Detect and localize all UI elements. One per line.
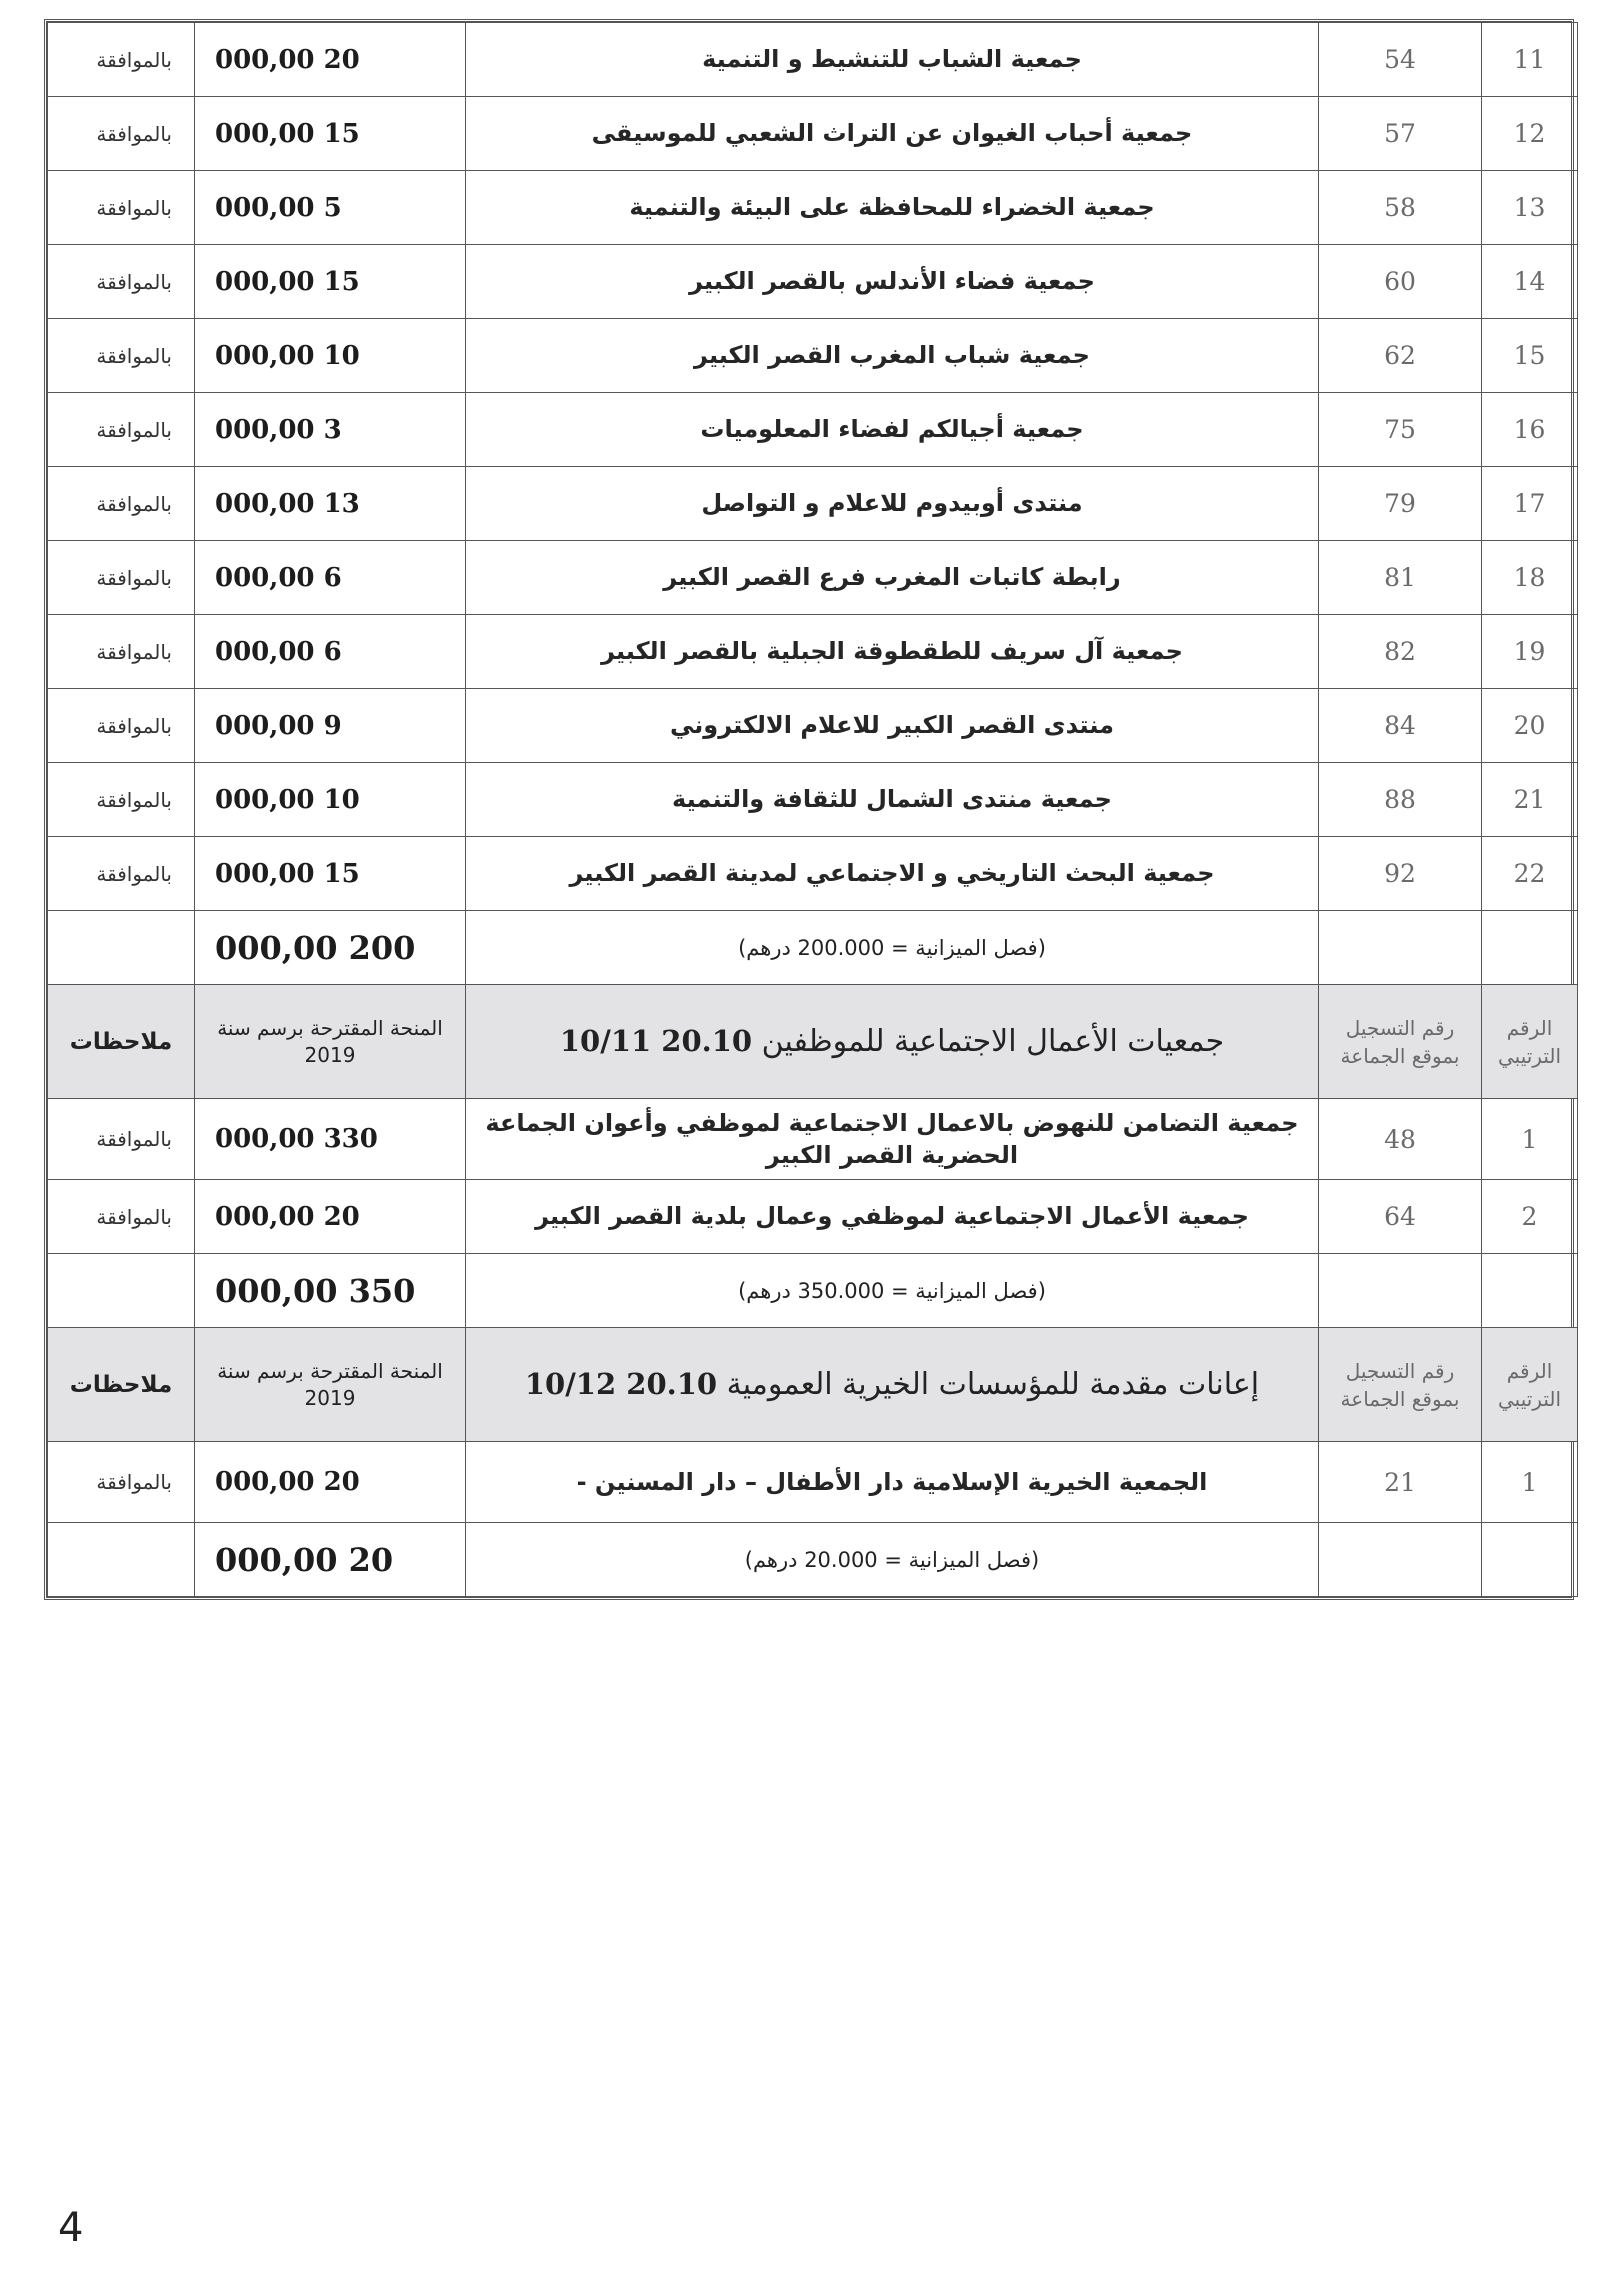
- total-row: [48, 1523, 1578, 1597]
- budget-table-sheet: [44, 19, 1574, 1600]
- reg-cell: 81: [1319, 541, 1482, 615]
- section-header: [48, 1328, 1578, 1442]
- reg-cell: 62: [1319, 319, 1482, 393]
- reg-cell: 54: [1319, 23, 1482, 97]
- total-row: [48, 911, 1578, 985]
- table-row: [48, 1099, 1578, 1180]
- association-name: جمعية البحث التاريخي و الاجتماعي لمدينة القصر الكبير: [466, 837, 1319, 911]
- col-reg-header: رقم التسجيل بموقع الجماعة: [1319, 985, 1482, 1099]
- total-row: [48, 1254, 1578, 1328]
- reg-cell: 60: [1319, 245, 1482, 319]
- association-name: جمعية الأعمال الاجتماعية لموظفي وعمال بلدية القصر الكبير: [466, 1180, 1319, 1254]
- grant-amount: 15 000,00: [195, 97, 466, 171]
- association-name: جمعية التضامن للنهوض بالاعمال الاجتماعية لموظفي وأعوان الجماعة الحضرية القصر الكبير: [466, 1099, 1319, 1180]
- note-cell: بالموافقة: [48, 23, 195, 97]
- total-amount: 200 000,00: [195, 911, 466, 985]
- reg-cell: 88: [1319, 763, 1482, 837]
- seq-cell: 17: [1482, 467, 1578, 541]
- grant-amount: 20 000,00: [195, 1442, 466, 1523]
- section-title-text: جمعيات الأعمال الاجتماعية للموظفين: [761, 1024, 1225, 1059]
- table-row: [48, 1180, 1578, 1254]
- note-cell: بالموافقة: [48, 467, 195, 541]
- seq-cell: 12: [1482, 97, 1578, 171]
- grant-amount: 15 000,00: [195, 245, 466, 319]
- association-name: جمعية أحباب الغيوان عن التراث الشعبي للموسيقى: [466, 97, 1319, 171]
- section-header: [48, 985, 1578, 1099]
- note-cell: بالموافقة: [48, 393, 195, 467]
- page-number: 4: [58, 2205, 84, 2251]
- association-name: جمعية أجيالكم لفضاء المعلوميات: [466, 393, 1319, 467]
- grant-amount: 20 000,00: [195, 23, 466, 97]
- seq-cell: 16: [1482, 393, 1578, 467]
- note-cell: بالموافقة: [48, 689, 195, 763]
- total-amount: 20 000,00: [195, 1523, 466, 1597]
- seq-cell: 1: [1482, 1099, 1578, 1180]
- empty-cell: [1482, 1254, 1578, 1328]
- empty-cell: [48, 1523, 195, 1597]
- table-row: [48, 689, 1578, 763]
- section-title: [466, 985, 1319, 1099]
- grant-amount: 330 000,00: [195, 1099, 466, 1180]
- note-cell: بالموافقة: [48, 171, 195, 245]
- seq-cell: 20: [1482, 689, 1578, 763]
- empty-cell: [1319, 1523, 1482, 1597]
- note-cell: بالموافقة: [48, 1180, 195, 1254]
- grant-amount: 6 000,00: [195, 615, 466, 689]
- empty-cell: [48, 911, 195, 985]
- association-name: جمعية الشباب للتنشيط و التنمية: [466, 23, 1319, 97]
- seq-cell: 13: [1482, 171, 1578, 245]
- budget-chapter-label: (فصل الميزانية = 350.000 درهم): [466, 1254, 1319, 1328]
- grant-amount: 6 000,00: [195, 541, 466, 615]
- seq-cell: 21: [1482, 763, 1578, 837]
- reg-cell: 57: [1319, 97, 1482, 171]
- reg-cell: 75: [1319, 393, 1482, 467]
- association-name: جمعية شباب المغرب القصر الكبير: [466, 319, 1319, 393]
- seq-cell: 19: [1482, 615, 1578, 689]
- empty-cell: [1482, 1523, 1578, 1597]
- note-cell: بالموافقة: [48, 1442, 195, 1523]
- reg-cell: 64: [1319, 1180, 1482, 1254]
- association-name: جمعية الخضراء للمحافظة على البيئة والتنمية: [466, 171, 1319, 245]
- budget-chapter-label: (فصل الميزانية = 20.000 درهم): [466, 1523, 1319, 1597]
- reg-cell: 48: [1319, 1099, 1482, 1180]
- table-row: [48, 763, 1578, 837]
- grant-amount: 10 000,00: [195, 763, 466, 837]
- col-seq-header: الرقم الترتيبي: [1482, 985, 1578, 1099]
- col-reg-header: رقم التسجيل بموقع الجماعة: [1319, 1328, 1482, 1442]
- association-name: منتدى أوبيدوم للاعلام و التواصل: [466, 467, 1319, 541]
- col-grant-header: المنحة المقترحة برسم سنة 2019: [195, 1328, 466, 1442]
- grant-amount: 15 000,00: [195, 837, 466, 911]
- total-amount: 350 000,00: [195, 1254, 466, 1328]
- col-seq-header: الرقم الترتيبي: [1482, 1328, 1578, 1442]
- col-note-header: ملاحظات: [48, 1328, 195, 1442]
- seq-cell: 11: [1482, 23, 1578, 97]
- grant-amount: 13 000,00: [195, 467, 466, 541]
- association-name: منتدى القصر الكبير للاعلام الالكتروني: [466, 689, 1319, 763]
- section-title: [466, 1328, 1319, 1442]
- reg-cell: 82: [1319, 615, 1482, 689]
- association-name: رابطة كاتبات المغرب فرع القصر الكبير: [466, 541, 1319, 615]
- table-row: [48, 837, 1578, 911]
- seq-cell: 1: [1482, 1442, 1578, 1523]
- empty-cell: [1319, 911, 1482, 985]
- grant-amount: 5 000,00: [195, 171, 466, 245]
- col-grant-header: المنحة المقترحة برسم سنة 2019: [195, 985, 466, 1099]
- note-cell: بالموافقة: [48, 615, 195, 689]
- association-name: الجمعية الخيرية الإسلامية دار الأطفال – دار المسنين -: [466, 1442, 1319, 1523]
- empty-cell: [1319, 1254, 1482, 1328]
- reg-cell: 21: [1319, 1442, 1482, 1523]
- seq-cell: 18: [1482, 541, 1578, 615]
- table-row: [48, 23, 1578, 97]
- grant-amount: 3 000,00: [195, 393, 466, 467]
- note-cell: بالموافقة: [48, 1099, 195, 1180]
- table-row: [48, 319, 1578, 393]
- note-cell: بالموافقة: [48, 319, 195, 393]
- grant-amount: 10 000,00: [195, 319, 466, 393]
- empty-cell: [1482, 911, 1578, 985]
- table-row: [48, 393, 1578, 467]
- table-row: [48, 615, 1578, 689]
- association-name: جمعية آل سريف للطقطوقة الجبلية بالقصر الكبير: [466, 615, 1319, 689]
- association-name: جمعية فضاء الأندلس بالقصر الكبير: [466, 245, 1319, 319]
- note-cell: بالموافقة: [48, 245, 195, 319]
- grant-amount: 20 000,00: [195, 1180, 466, 1254]
- note-cell: بالموافقة: [48, 541, 195, 615]
- reg-cell: 92: [1319, 837, 1482, 911]
- seq-cell: 14: [1482, 245, 1578, 319]
- note-cell: بالموافقة: [48, 97, 195, 171]
- budget-code: 20.10 10/11: [559, 1024, 753, 1058]
- grant-amount: 9 000,00: [195, 689, 466, 763]
- table-row: [48, 1442, 1578, 1523]
- seq-cell: 15: [1482, 319, 1578, 393]
- budget-chapter-label: (فصل الميزانية = 200.000 درهم): [466, 911, 1319, 985]
- table-row: [48, 541, 1578, 615]
- note-cell: بالموافقة: [48, 837, 195, 911]
- table-row: [48, 245, 1578, 319]
- reg-cell: 84: [1319, 689, 1482, 763]
- budget-code: 20.10 10/12: [524, 1367, 718, 1401]
- association-name: جمعية منتدى الشمال للثقافة والتنمية: [466, 763, 1319, 837]
- seq-cell: 2: [1482, 1180, 1578, 1254]
- grants-table: [47, 22, 1578, 1597]
- col-note-header: ملاحظات: [48, 985, 195, 1099]
- section-title-text: إعانات مقدمة للمؤسسات الخيرية العمومية: [726, 1367, 1260, 1402]
- seq-cell: 22: [1482, 837, 1578, 911]
- reg-cell: 79: [1319, 467, 1482, 541]
- table-row: [48, 97, 1578, 171]
- reg-cell: 58: [1319, 171, 1482, 245]
- note-cell: بالموافقة: [48, 763, 195, 837]
- table-row: [48, 467, 1578, 541]
- empty-cell: [48, 1254, 195, 1328]
- table-row: [48, 171, 1578, 245]
